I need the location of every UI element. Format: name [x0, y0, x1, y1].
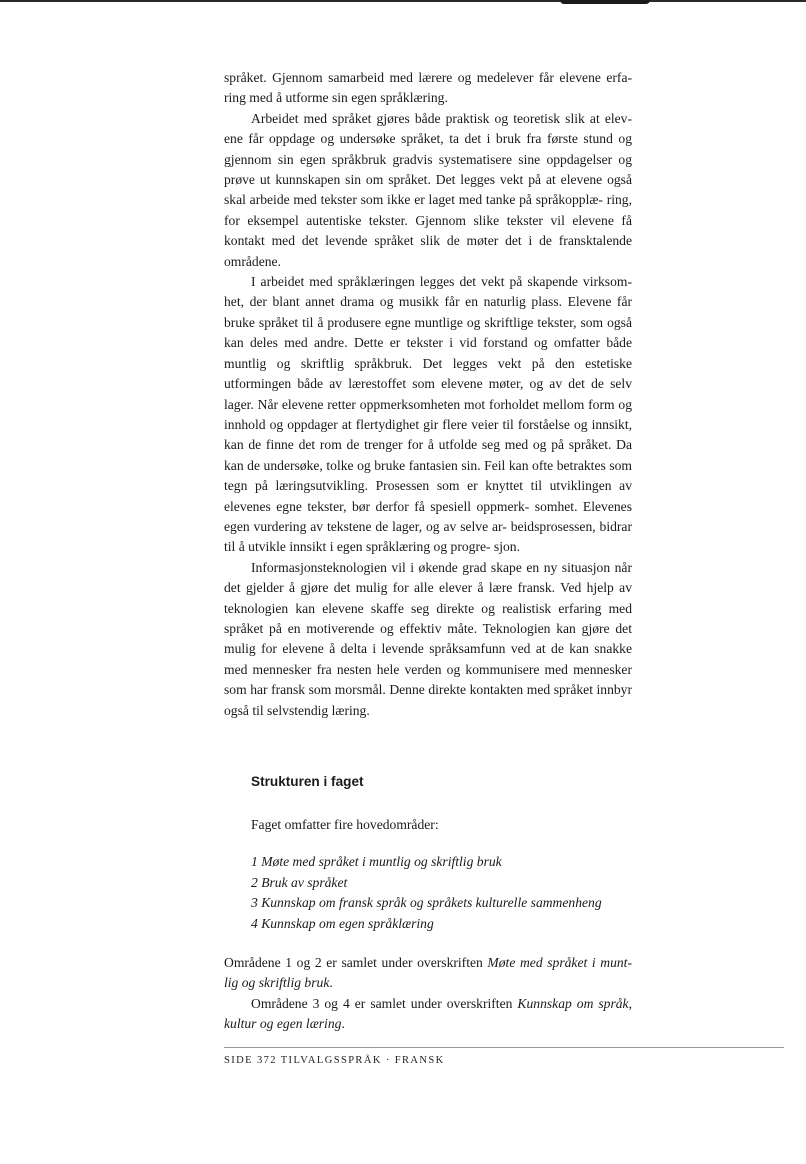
list-item: 1 Møte med språket i muntlig og skriftlig bruk: [251, 854, 502, 869]
footer-divider: [224, 1047, 784, 1048]
section-intro: Faget omfatter fire hovedområder:: [251, 817, 439, 832]
note-text: Områdene 3 og 4 er samlet under overskriften: [251, 995, 518, 1011]
page-footer: SIDE 372 TILVALGSSPRÅK · FRANSK: [224, 1055, 445, 1066]
section-heading: Strukturen i faget: [251, 774, 364, 789]
paragraph-4: Informasjonsteknologien vil i økende grad skape en ny situasjon når det gjelder å gjøre det mulig for alle elever å lære fransk. Ved hjelp av teknologien kan elevene skaffe seg direkte og realistisk erfaring med språket på en motiverende og effektiv måte. Teknologien kan gjøre det mulig for elevene å delta i levende språksamfunn ved at de kan snakke med mennesker fra nesten hele verden og kommunisere med mennesker som har fransk som morsmål. Denne direkte kontakten med språket innbyr også til selvstendig læring.: [224, 559, 632, 718]
list-item: 3 Kunnskap om fransk språk og språkets kulturelle sammenheng: [251, 895, 602, 910]
body-text: [224, 68, 632, 721]
note-text: Områdene 1 og 2 er samlet under overskriften: [224, 955, 488, 970]
note-title: Møte med språket i munt- lig og skriftlig bruk: [224, 955, 632, 991]
scan-top-edge: [0, 0, 806, 2]
paragraph-2: Arbeidet med språket gjøres både praktisk og teoretisk slik at elev- ene får oppdage og undersøke språket, ta det i bruk fra første stund og gjennom sin egen språkbruk gradvis systematisere sine oppdagelser og prøve ut kunnskapen sin om språket. Det legges vekt på at elevene også skal arbeide med tekster som ikke er laget med tanke på språkopplæ- ring, for eksempel autentiske tekster. Gjennom slike tekster vil elevene få kontakt med det levende språket slik de møter det i de fransktalende områdene.: [224, 110, 632, 269]
paragraph-3: I arbeidet med språklæringen legges det vekt på skapende virksom- het, der blant annet drama og musikk får en naturlig plass. Elevene får bruke språket til å produsere egne muntlige og skriftlige tekster, som også kan deles med andre. Dette er tekster i vid forstand og omfatter både muntlig og skriftlig språkbruk. Det legges vekt på den estetiske utformingen både av lærestoffet som elevene møter, og av det de selv lager. Når elevene retter oppmerksomheten mot forholdet mellom form og innhold og oppdager at flertydighet gir flere veier til forståelse og innsikt, kan de finne det rom de trenger for å utfolde seg med og på språket. Da kan de undersøke, tolke og bruke fantasien sin. Feil kan ofte betraktes som tegn på læringsutvikling. Prosessen som er knyttet til utviklingen av elevenes egne tekster, bør derfor få spesiell oppmerk- somhet. Elevenes egen vurdering av tekstene de lager, og av selve ar- beidsprosessen, bidrar til å utvikle innsikt i egen språklæring og progre- sjon.: [224, 274, 632, 555]
scan-edge-mark: [560, 0, 650, 4]
grouping-notes: [224, 953, 632, 1035]
list-item: 4 Kunnskap om egen språklæring: [251, 915, 434, 931]
note-title: Kunnskap om språk, kultur og egen læring: [224, 995, 632, 1032]
paragraph-1: språket. Gjennom samarbeid med lærere og medelever får elevene erfa- ring med å utforme sin egen språklæring.: [224, 70, 632, 106]
note-text: .: [341, 1016, 345, 1032]
grouping-note-1: [224, 953, 632, 994]
note-text: .: [329, 975, 333, 991]
grouping-note-2: [224, 994, 632, 1035]
main-areas-list: [251, 852, 602, 934]
list-item: 2 Bruk av språket: [251, 874, 348, 890]
